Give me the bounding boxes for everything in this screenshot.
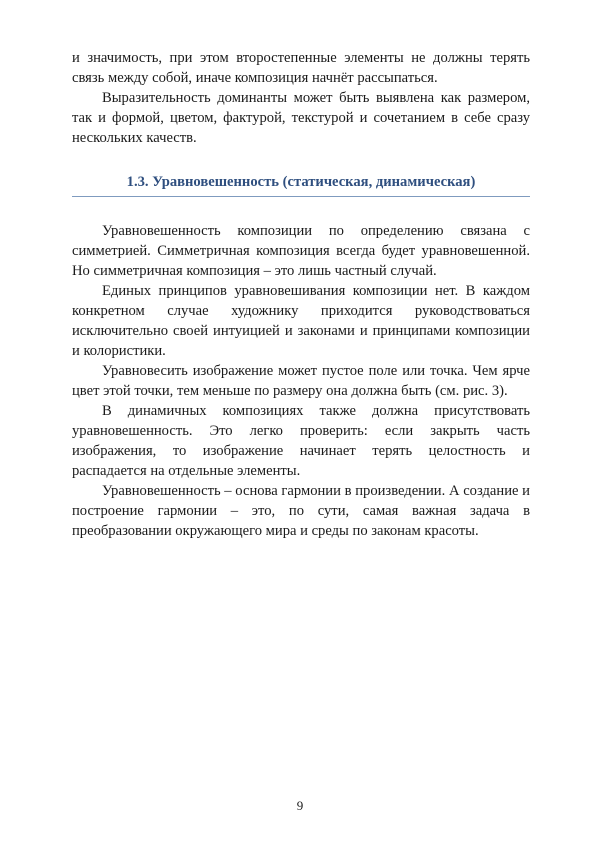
paragraph-harmony: Уравновешенность – основа гармонии в произведении. А создание и построение гармонии – это, по сути, самая важная задача в преобразовании окружающего мира и среды по законам красоты. (72, 483, 530, 539)
document-page (72, 48, 530, 541)
paragraph-principles: Единых принципов уравновешивания композиции нет. В каждом конкретном случае художнику приходится руководствоваться исключительно своей интуицией и законами и принципами композиции и колористики. (72, 283, 530, 359)
paragraph-empty-field: Уравновесить изображение может пустое поле или точка. Чем ярче цвет этой точки, тем меньше по размеру она должна быть (см. рис. 3). (72, 363, 530, 399)
paragraph-dynamic: В динамичных композициях также должна присутствовать уравновешенность. Это легко проверить: если закрыть часть изображения, то изображение начинает терять целостность и распадается на отдельные элементы. (72, 403, 530, 479)
section-heading: 1.3. Уравновешенность (статическая, динамическая) (72, 172, 530, 197)
paragraph-dominant-expressiveness: Выразительность доминанты может быть выявлена как размером, так и формой, цветом, фактурой, текстурой и сочетанием в себе сразу нескольких качеств. (72, 90, 530, 146)
paragraph-continued: и значимость, при этом второстепенные элементы не должны терять связь между собой, иначе композиция начнёт рассыпаться. (72, 50, 530, 86)
page-number: 9 (296, 798, 304, 813)
paragraph-symmetry: Уравновешенность композиции по определению связана с симметрией. Симметричная композиция всегда будет уравновешенной. Но симметричная композиция – это лишь частный случай. (72, 223, 530, 279)
